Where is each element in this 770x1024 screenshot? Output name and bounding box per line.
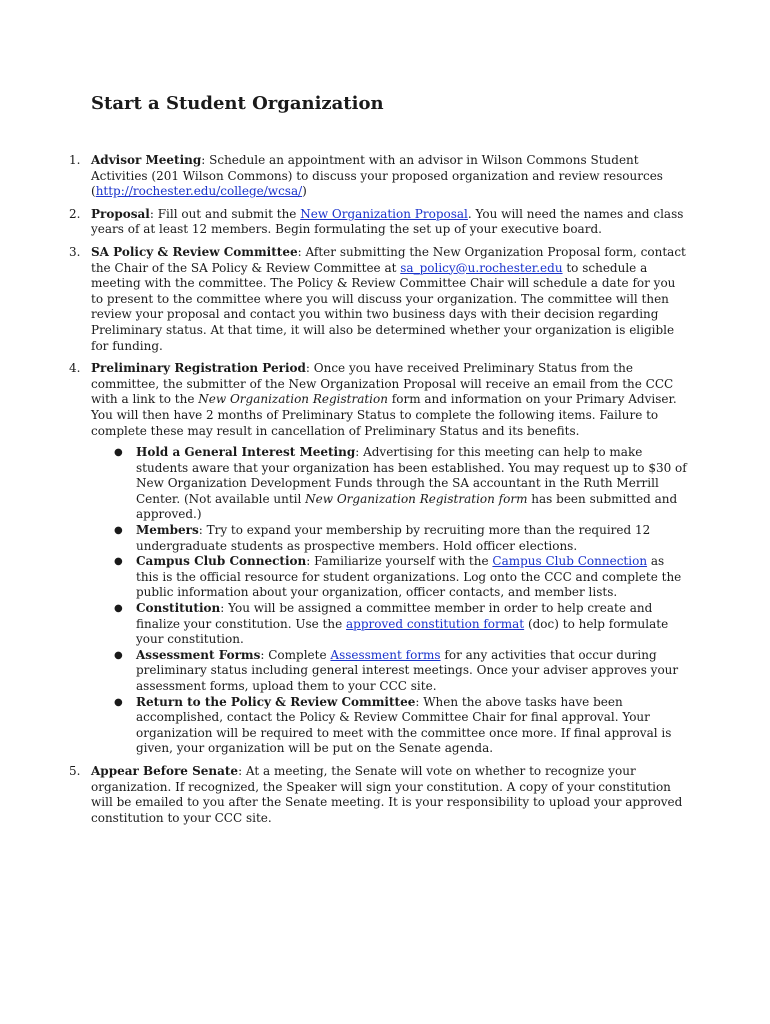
task-general-interest-meeting [114,445,689,523]
task-text: as this is the official resource for student organizations. Log onto the CCC and complete the public information about your organization, officer contacts, and member lists. [136,554,682,600]
task-heading: Constitution [136,601,221,616]
task-constitution [114,601,689,648]
sa-policy-email-link[interactable]: sa_policy@u.rochester.edu [400,260,563,275]
bullet-icon: ● [114,603,123,615]
step-text: : Once you have received Preliminary Status from the committee, the submitter of the New Organization Proposal will receive an email from the CCC with a link to the [91,361,674,407]
task-italic-text: New Organization Registration form [305,491,528,506]
task-text: : You will be assigned a committee member in order to help create and finalize your constitution. Use the [136,601,653,631]
task-assessment-forms [114,647,689,695]
step-number: 5. [69,763,81,778]
task-text: : Familiarize yourself with the [306,554,493,569]
task-text: for any activities that occur during preliminary status including general interest meetings. Once your adviser approves your assessment forms, upload them to your CCC site. [136,647,679,693]
page-title: Start a Student Organization [91,93,384,114]
task-members [114,523,689,554]
step-heading: SA Policy & Review Committee [91,244,298,259]
bullet-icon: ● [114,556,123,568]
step-number: 2. [69,206,81,221]
bullet-icon: ● [114,649,123,661]
bullet-icon: ● [114,447,123,459]
step-heading: Proposal [91,206,150,221]
step-heading: Appear Before Senate [91,763,239,778]
task-text: has been submitted and approved.) [136,491,678,522]
preliminary-tasks-list [91,445,689,757]
step-proposal [69,207,689,238]
step-number: 4. [69,361,81,376]
task-text: : When the above tasks have been accomplished, contact the Policy & Review Committee Chair for final approval. Your organization will be required to meet with the committee once more. If final approval is given, your organization will be put on the Senate agenda. [136,694,672,756]
task-text: (doc) to help formulate your constitution. [136,616,669,647]
step-text: . You will need the names and class years of at least 12 members. Begin formulating the set up of your executive board. [91,206,684,237]
step-number: 1. [69,153,81,167]
assessment-forms-link[interactable]: Assessment forms [330,647,441,662]
step-text: : Fill out and submit the [149,206,301,221]
step-number: 3. [69,244,81,259]
step-text: ) [302,184,307,199]
step-text: form and information on your Primary Adviser. You will then have 2 months of Preliminary Status to complete the following items. Failure to complete these may result in cancellation of Preliminary Status and its benefits. [91,392,677,438]
step-sa-policy-review [69,245,689,354]
step-text: : At a meeting, the Senate will vote on whether to recognize your organization. If recognized, the Speaker will sign your constitution. A copy of your constitution will be emailed to you after the Senate meeting. It is your responsibility to upload your approved constitution to your CCC site. [91,763,683,825]
step-heading: Preliminary Registration Period [91,361,306,376]
task-return-to-committee [114,694,689,757]
step-preliminary-registration [69,361,689,757]
task-text: : Advertising for this meeting can help to make students aware that your organization has been established. You may request up to $30 of New Organization Development Funds through the SA accountant in the Ruth Merrill Center. (Not available until [136,445,687,506]
task-heading: Campus Club Connection [136,554,307,569]
step-appear-before-senate [69,764,689,826]
task-text: : Try to expand your membership by recruiting more than the required 12 undergraduate students as prospective members. Hold officer elections. [136,523,651,553]
step-text: : Schedule an appointment with an advisor in Wilson Commons Student Activities (201 Wilson Commons) to discuss your proposed organization and review resources ( [91,153,663,199]
step-italic-text: New Organization Registration [198,392,388,407]
task-heading: Hold a General Interest Meeting [136,445,356,460]
step-text: to schedule a meeting with the committee. The Policy & Review Committee Chair will schedule a date for you to present to the committee where you will discuss your organization. The committee will then review your proposal and contact you within two business days with their decision regarding Preliminary status. At that time, it will also be determined whether your organization is eligible for funding. [91,260,676,353]
step-advisor-meeting [69,153,689,200]
campus-club-connection-link[interactable]: Campus Club Connection [492,554,648,569]
bullet-icon: ● [114,696,123,708]
new-organization-proposal-link[interactable]: New Organization Proposal [300,206,468,221]
task-heading: Assessment Forms [136,647,261,662]
bullet-icon: ● [114,525,123,537]
task-heading: Members [136,523,199,538]
task-text: : Complete [260,647,331,662]
task-heading: Return to the Policy & Review Committee [136,694,416,709]
step-heading: Advisor Meeting [91,153,202,167]
wcsa-link[interactable]: http://rochester.edu/college/wcsa/ [95,184,303,199]
steps-list [69,153,689,833]
step-text: : After submitting the New Organization Proposal form, contact the Chair of the SA Policy & Review Committee at [91,244,686,275]
constitution-format-link[interactable]: approved constitution format [346,616,525,631]
task-campus-club-connection [114,554,689,601]
